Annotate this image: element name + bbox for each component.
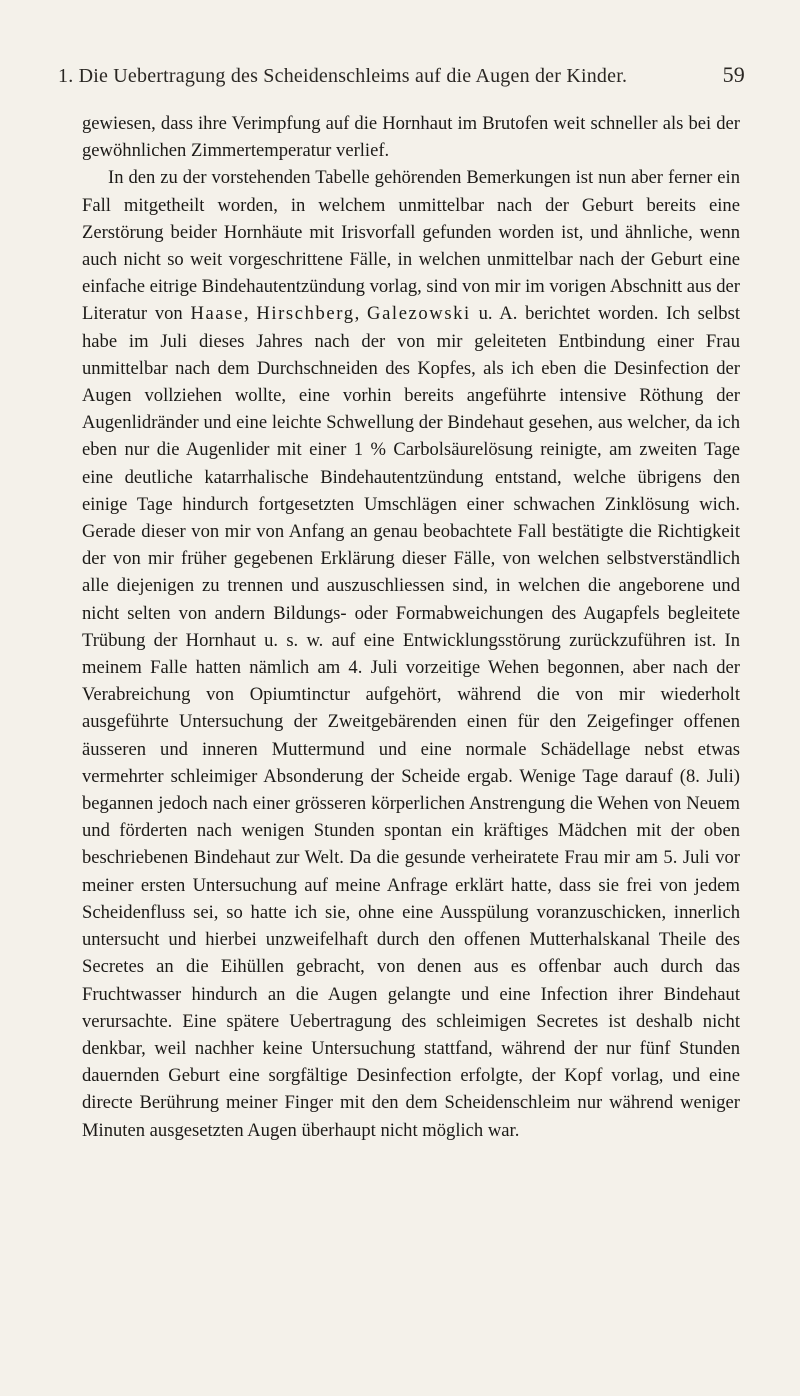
paragraph-1-text: gewiesen, dass ihre Verimpfung auf die Hornhaut im Brutofen weit schneller als bei der gewöhnlichen Zimmertemperatur verlief. [82, 113, 740, 162]
paragraph-2 [82, 164, 740, 1143]
separator-comma: , [243, 303, 257, 325]
separator-comma: , [354, 303, 368, 325]
author-name-galezowski: Galezowski [367, 303, 471, 325]
body-text [82, 110, 740, 1144]
paragraph-2-text-b: u. A. berichtet worden. Ich selbst habe im Juli dieses Jahres nach der von mir geleiteten Entbindung einer Frau unmittelbar nach dem Durchschneiden des Kopfes, als ich eben die Desinfection der Augen vollziehen wollte, eine vorhin bereits angeführte intensive Röthung der Augenlidränder und eine leichte Schwellung der Bindehaut gesehen, aus welcher, da ich eben nur die Augenlider mit einer 1 % Carbolsäurelösung reinigte, am zweiten Tage eine deutliche katarrhalische Bindehautentzündung entstand, welche übrigens den einige Tage hindurch fortgesetzten Umschlägen einer schwachen Zinklösung wich. Gerade dieser von mir von Anfang an genau beobachtete Fall bestätigte die Richtigkeit der von mir früher gegebenen Erklärung dieser Fälle, von welchen selbstverständlich alle diejenigen zu trennen und auszuschliessen sind, in welchen die angeborene und nicht selten von andern Bildungs- oder Formabweichungen des Augapfels begleitete Trübung der Hornhaut u. s. w. auf eine Entwicklungsstörung zurückzuführen ist. In meinem Falle hatten nämlich am 4. Juli vorzeitige Wehen begonnen, aber nach der Verabreichung von Opiumtinctur aufgehört, während die von mir wiederholt ausgeführte Untersuchung der Zweitgebärenden einen für den Zeigefinger offenen äusseren und inneren Muttermund und eine normale Schädellage nebst etwas vermehrter schleimiger Absonderung der Scheide ergab. Wenige Tage darauf (8. Juli) begannen jedoch nach einer grösseren körperlichen Anstrengung die Wehen von Neuem und förderten nach wenigen Stunden spontan ein kräftiges Mädchen mit der oben beschriebenen Bindehaut zur Welt. Da die gesunde verheiratete Frau mir am 5. Juli vor meiner ersten Untersuchung auf meine Anfrage erklärt hatte, dass sie frei von jedem Scheidenfluss sei, so hatte ich sie, ohne eine Ausspülung voranzuschicken, innerlich untersucht und hierbei unzweifelhaft durch den offenen Mutterhalskanal Theile des Secretes an die Eihüllen gebracht, von denen aus es offenbar auch durch das Fruchtwasser hindurch an die Augen gelangte und eine Infection ihrer Bindehaut verursachte. Eine spätere Uebertragung des schleimigen Secretes ist deshalb nicht denkbar, weil nachher keine Untersuchung stattfand, während der nur fünf Stunden dauernden Geburt eine sorgfältige Desinfection erfolgte, der Kopf vorlag, und eine directe Berührung meiner Finger mit den dem Scheidenschleim nur während weniger Minuten ausgesetzten Augen überhaupt nicht möglich war. [82, 303, 741, 1141]
chapter-title: 1. Die Uebertragung des Scheidenschleims auf die Augen der Kinder. [58, 65, 628, 87]
running-header [58, 62, 745, 90]
page-number: 59 [722, 62, 745, 87]
author-name-hirschberg: Hirschberg [256, 303, 355, 325]
paragraph-2-text-a: In den zu der vorstehenden Tabelle gehörenden Bemerkungen ist nun aber ferner ein Fall mitgetheilt worden, in welchem unmittelbar nach der Geburt bereits eine Zerstörung beider Hornhäute mit Irisvorfall gefunden worden ist, und ähnliche, wenn auch nicht so weit vorgeschrittene Fälle, in welchen unmittelbar nach der Geburt eine einfache eitrige Bindehautentzündung vorlag, sind von mir im vorigen Abschnitt aus der Literatur von [82, 167, 740, 325]
paragraph-1 [82, 110, 740, 164]
author-name-haase: Haase [190, 303, 244, 325]
